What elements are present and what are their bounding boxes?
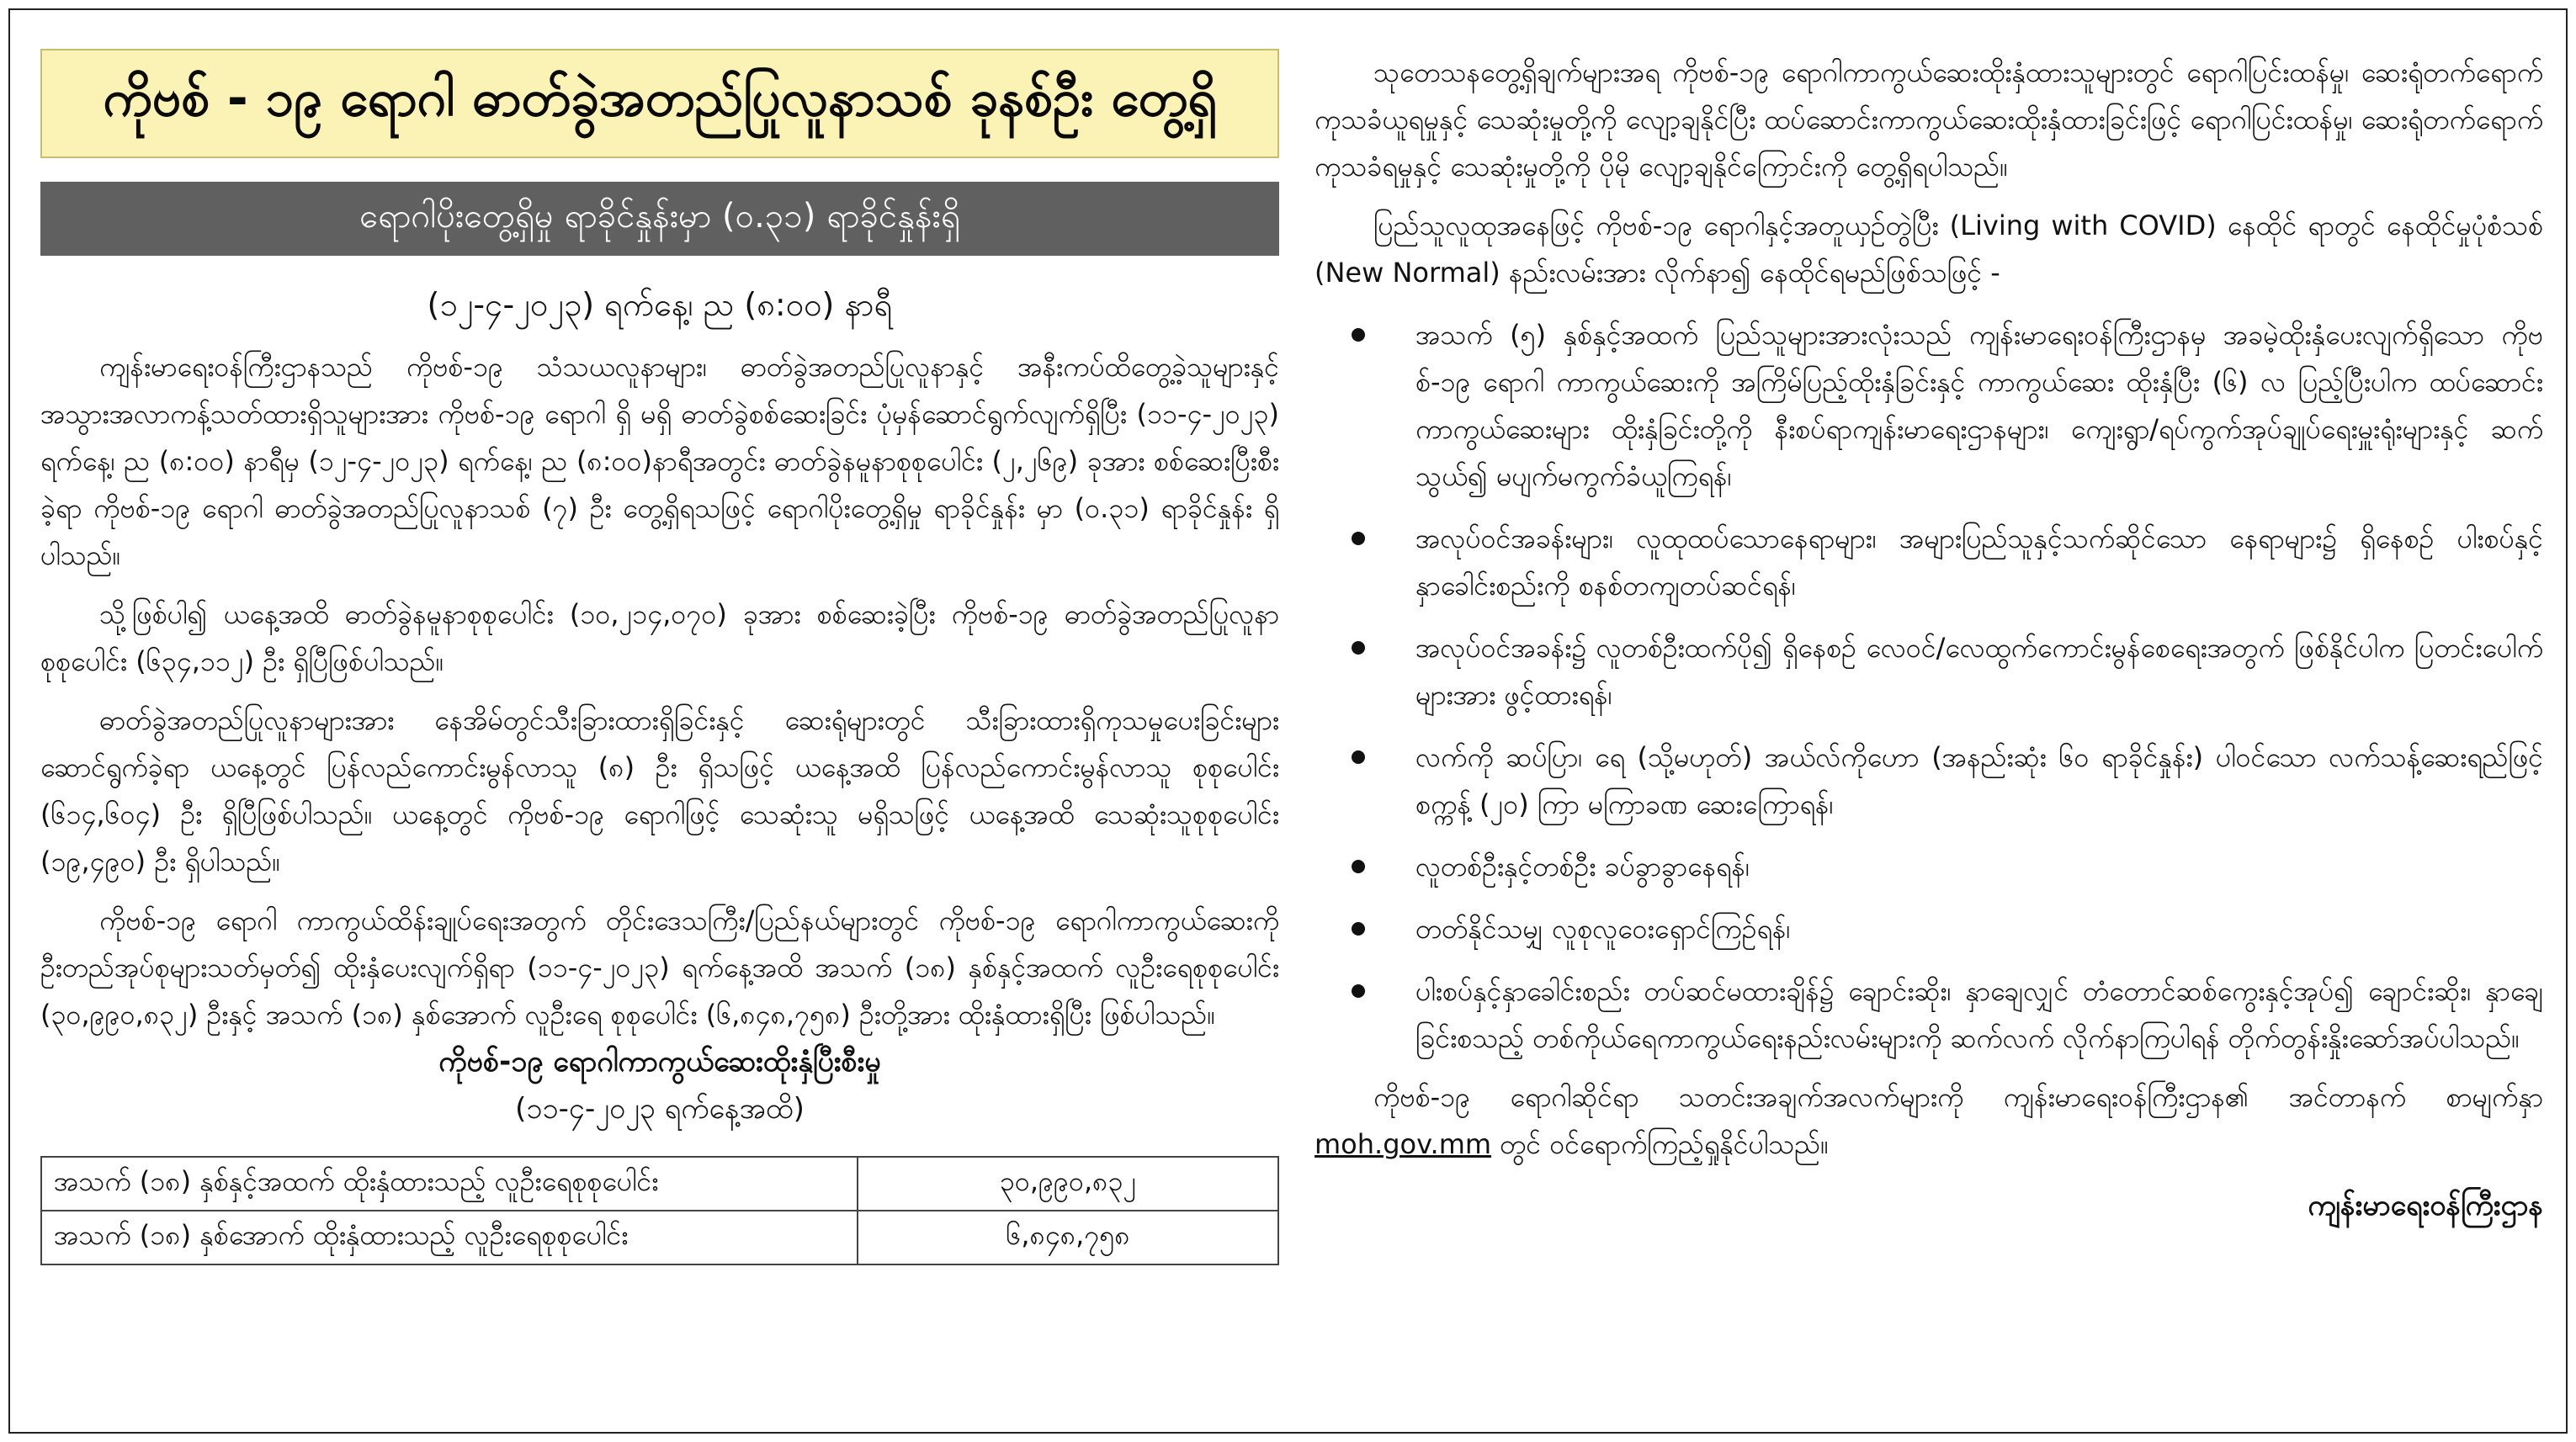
table-cell-value: ၃၀,၉၉၀,၈၃၂ <box>858 1157 1278 1211</box>
paragraph-closing <box>1315 1074 2543 1168</box>
vaccination-subheading: (၁၁-၄-၂၀၂၃ ရက်နေ့အထိ) <box>515 1092 805 1126</box>
subheadline-bar <box>40 182 1279 256</box>
vaccination-table <box>40 1156 1279 1265</box>
list-item <box>1315 624 2543 718</box>
list-item-text: လက်ကို ဆပ်ပြာ၊ ရေ (သို့မဟုတ်) အယ်လ်ကိုဟော (အနည်းဆုံး ၆၀ ရာခိုင်နှုန်း) ပါဝင်သော လက်သန့်ဆေးရည်ဖြင့် စက္ကန့် (၂၀) ကြာ မကြာခဏ ဆေးကြောရန်၊ <box>1415 741 2543 820</box>
closing-text: ကိုဗစ်-၁၉ ရောဂါဆိုင်ရာ သတင်းအချက်အလက်များကို ကျန်းမာရေးဝန်ကြီးဌာန၏ အင်တာနက် စာမျက်နှာ <box>1373 1081 2543 1113</box>
bullet-icon <box>1352 328 1365 342</box>
table-cell-label: အသက် (၁၈) နှစ်အောက် ထိုးနှံထားသည့် လူဦးရေစုစုပေါင်း <box>41 1211 858 1264</box>
list-item <box>1315 311 2543 500</box>
list-item-text: အလုပ်ဝင်အခန်း၌ လူတစ်ဦးထက်ပို၍ ရှိနေစဉ် လေဝင်/လေထွက်ကောင်းမွန်စေရေးအတွက် ဖြစ်နိုင်ပါက ပြတင်းပေါက်များအား ဖွင့်ထားရန်၊ <box>1415 632 2543 711</box>
bullet-icon <box>1352 860 1365 873</box>
closing-text-end: တွင် ဝင်ရောက်ကြည့်ရှုနိုင်ပါသည်။ <box>1500 1128 1829 1160</box>
paragraph-research: သုတေသနတွေ့ရှိချက်များအရ ကိုဗစ်-၁၉ ရောဂါကာကွယ်ဆေးထိုးနှံထားသူများတွင် ရောဂါပြင်းထန်မှု၊ ဆေးရုံတက်ရောက်ကုသခံယူရမှုနှင့် သေဆုံးမှုတို့ကို လျော့ချနိုင်ပြီး ထပ်ဆောင်းကာကွယ်ဆေးထိုးနှံထားခြင်းဖြင့် ရောဂါပြင်းထန်မှု၊ ဆေးရုံတက်ရောက်ကုသခံရမှုနှင့် သေဆုံးမှုတို့ကို ပိုမို လျော့ချနိုင်ကြောင်းကို တွေ့ရှိရပါသည်။ <box>1315 56 2543 183</box>
list-item <box>1315 968 2543 1062</box>
list-item-text: လူတစ်ဦးနှင့်တစ်ဦး ခပ်ခွာခွာနေရန်၊ <box>1415 851 1750 883</box>
bullet-icon <box>1352 984 1365 998</box>
bullet-icon <box>1352 641 1365 655</box>
left-column <box>40 49 1279 1265</box>
subheadline-text: ရောဂါပိုးတွေ့ရှိမှု ရာခိုင်နှုန်းမှာ (၀.၃၁) ရာခိုင်နှုန်းရှိ <box>359 196 960 236</box>
bullet-icon <box>1352 922 1365 936</box>
list-item <box>1315 905 2543 952</box>
bullet-icon <box>1352 532 1365 545</box>
bullet-icon <box>1352 750 1365 764</box>
paragraph-new-normal: ပြည်သူလူထုအနေဖြင့် ကိုဗစ်-၁၉ ရောဂါနှင့်အတူယှဉ်တွဲပြီး (Living with COVID) နေထိုင် ရာတွင် နေထိုင်မှုပုံစံသစ် (New Normal) နည်းလမ်းအား လိုက်နာ၍ နေထိုင်ရမည်ဖြစ်သဖြင့် - <box>1315 209 2543 289</box>
list-item-text: တတ်နိုင်သမျှ လူစုလူဝေးရှောင်ကြဉ်ရန်၊ <box>1415 913 1791 945</box>
table-row <box>41 1211 1278 1264</box>
list-item <box>1315 515 2543 609</box>
paragraph-recovery: ဓာတ်ခွဲအတည်ပြုလူနာများအား နေအိမ်တွင်သီးခြားထားရှိခြင်းနှင့် ဆေးရုံများတွင် သီးခြားထားရှိကုသမှုပေးခြင်းများ ဆောင်ရွက်ခဲ့ရာ ယနေ့တွင် ပြန်လည်ကောင်းမွန်လာသူ (၈) ဦး ရှိသဖြင့် ယနေ့အထိ ပြန်လည်ကောင်းမွန်လာသူ စုစုပေါင်း (၆၁၄,၆၀၄) ဦး ရှိပြီဖြစ်ပါသည်။ ယနေ့တွင် ကိုဗစ်-၁၉ ရောဂါဖြင့် သေဆုံးသူ မရှိသဖြင့် ယနေ့အထိ သေဆုံးသူစုစုပေါင်း (၁၉,၄၉၀) ဦး ရှိပါသည်။ <box>40 704 1279 877</box>
headline-banner <box>40 49 1279 158</box>
dateline: (၁၂-၄-၂၀၂၃) ရက်နေ့၊ ည (၈:၀၀) နာရီ <box>427 286 893 323</box>
list-item-text: အလုပ်ဝင်အခန်းများ၊ လူထုထပ်သောနေရာများ၊ အများပြည်သူနှင့်သက်ဆိုင်သော နေရာများ၌ ရှိနေစဉ် ပါးစပ်နှင့်နှာခေါင်းစည်းကို စနစ်တကျတပ်ဆင်ရန်၊ <box>1415 522 2543 602</box>
list-item-text: အသက် (၅) နှစ်နှင့်အထက် ပြည်သူများအားလုံးသည် ကျန်းမာရေးဝန်ကြီးဌာနမှ အခမဲ့ထိုးနှံပေးလျက်ရှိသော ကိုဗစ်-၁၉ ရောဂါ ကာကွယ်ဆေးကို အကြိမ်ပြည့်ထိုးနှံခြင်းနှင့် ကာကွယ်ဆေး ထိုးနှံပြီး (၆) လ ပြည့်ပြီးပါက ထပ်ဆောင်းကာကွယ်ဆေးများ ထိုးနှံခြင်းတို့ကို နီးစပ်ရာကျန်းမာရေးဌာနများ၊ ကျေးရွာ/ရပ်ကွက်အုပ်ချုပ်ရေးမှူးရုံးများနှင့် ဆက်သွယ်၍ မပျက်မကွက်ခံယူကြရန်၊ <box>1415 319 2544 492</box>
paragraph-testing: ကျန်းမာရေးဝန်ကြီးဌာနသည် ကိုဗစ်-၁၉ သံသယလူနာများ၊ ဓာတ်ခွဲအတည်ပြုလူနာနှင့် အနီးကပ်ထိတွေ့ခဲ့သူများနှင့် အသွားအလာကန့်သတ်ထားရှိသူများအား ကိုဗစ်-၁၉ ရောဂါ ရှိ မရှိ ဓာတ်ခွဲစစ်ဆေးခြင်း ပုံမှန်ဆောင်ရွက်လျက်ရှိပြီး (၁၁-၄-၂၀၂၃) ရက်နေ့၊ ည (၈:၀၀) နာရီမှ (၁၂-၄-၂၀၂၃) ရက်နေ့၊ ည (၈:၀၀)နာရီအတွင်း ဓာတ်ခွဲနမူနာစုစုပေါင်း (၂,၂၆၉) ခုအား စစ်ဆေးပြီးစီးခဲ့ရာ ကိုဗစ်-၁၉ ရောဂါ ဓာတ်ခွဲအတည်ပြုလူနာသစ် (၇) ဦး တွေ့ရှိရသဖြင့် ရောဂါပိုးတွေ့ရှိမှု ရာခိုင်နှုန်း မှာ (၀.၃၁) ရာခိုင်နှုန်း ရှိပါသည်။ <box>40 351 1280 571</box>
table-cell-value: ၆,၈၄၈,၇၅၈ <box>858 1211 1278 1264</box>
vaccination-heading: ကိုဗစ်-၁၉ ရောဂါကာကွယ်ဆေးထိုးနှံပြီးစီးမှု <box>438 1045 881 1079</box>
moh-website-link[interactable]: moh.gov.mm <box>1315 1128 1492 1160</box>
headline-text: ကိုဗစ် - ၁၉ ရောဂါ ဓာတ်ခွဲအတည်ပြုလူနာသစ် ခုနစ်ဦး တွေ့ရှိ <box>103 69 1217 128</box>
table-row <box>41 1157 1278 1211</box>
table-cell-label: အသက် (၁၈) နှစ်နှင့်အထက် ထိုးနှံထားသည့် လူဦးရေစုစုပေါင်း <box>41 1157 858 1211</box>
list-item-text: ပါးစပ်နှင့်နှာခေါင်းစည်း တပ်ဆင်မထားချိန်၌ ချောင်းဆိုး၊ နှာချေလျှင် တံတောင်ဆစ်ကွေးနှင့်အုပ်၍ ချောင်းဆိုး၊ နှာချေခြင်းစသည့် တစ်ကိုယ်ရေကာကွယ်ရေးနည်းလမ်းများကို ဆက်လက် လိုက်နာကြပါရန် တိုက်တွန်းနှိုးဆော်အပ်ပါသည်။ <box>1415 975 2543 1054</box>
right-column <box>1315 49 2543 1229</box>
list-item <box>1315 734 2543 828</box>
guideline-list <box>1315 311 2543 1062</box>
paragraph-totals: သို့ဖြစ်ပါ၍ ယနေ့အထိ ဓာတ်ခွဲနမူနာစုစုပေါင်း (၁၀,၂၁၄,၀၇၀) ခုအား စစ်ဆေးခဲ့ပြီး ကိုဗစ်-၁၉ ဓာတ်ခွဲအတည်ပြုလူနာ စုစုပေါင်း (၆၃၄,၁၁၂) ဦး ရှိပြီဖြစ်ပါသည်။ <box>40 598 1279 677</box>
list-item <box>1315 843 2543 890</box>
signature-ministry: ကျန်းမာရေးဝန်ကြီးဌာန <box>2308 1189 2543 1222</box>
paragraph-vaccination: ကိုဗစ်-၁၉ ရောဂါ ကာကွယ်ထိန်းချုပ်ရေးအတွက် တိုင်းဒေသကြီး/ပြည်နယ်များတွင် ကိုဗစ်-၁၉ ရောဂါကာကွယ်ဆေးကို ဦးတည်အုပ်စုများသတ်မှတ်၍ ထိုးနှံပေးလျက်ရှိရာ (၁၁-၄-၂၀၂၃) ရက်နေ့အထိ အသက် (၁၈) နှစ်နှင့်အထက် လူဦးရေစုစုပေါင်း (၃၀,၉၉၀,၈၃၂) ဦးနှင့် အသက် (၁၈) နှစ်အောက် လူဦးရေ စုစုပေါင်း (၆,၈၄၈,၇၅၈) ဦးတို့အား ထိုးနှံထားရှိပြီး ဖြစ်ပါသည်။ <box>40 904 1279 1031</box>
